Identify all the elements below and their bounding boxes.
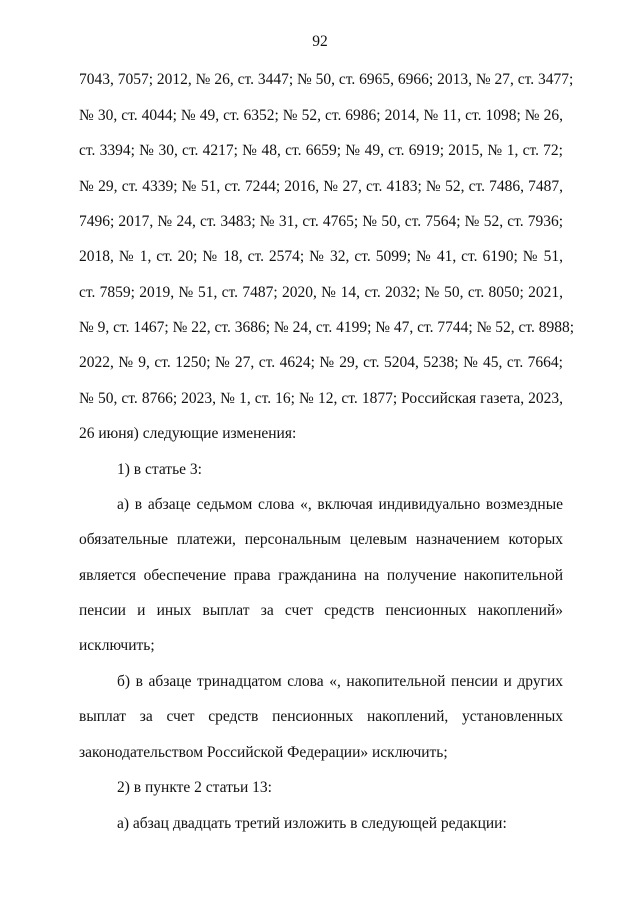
text-line: ст. 7859; 2019, № 51, ст. 7487; 2020, № 14, ст. 2032; № 50, ст. 8050; 2021, (79, 284, 563, 301)
text-line: 2022, № 9, ст. 1250; № 27, ст. 4624; № 29, ст. 5204, 5238; № 45, ст. 7664; (79, 354, 563, 371)
text-line: выплат за счет средств пенсионных накоплений, установленных (79, 708, 563, 725)
text-line: исключить; (79, 637, 155, 654)
paragraph-first-line: а) в абзаце седьмом слова «, включая индивидуально возмездные (117, 496, 563, 513)
text-line: пенсии и иных выплат за счет средств пенсионных накоплений» (79, 602, 563, 619)
paragraph-first-line: а) абзац двадцать третий изложить в следующей редакции: (117, 815, 507, 832)
page-number: 92 (312, 33, 328, 50)
text-line: 2018, № 1, ст. 20; № 18, ст. 2574; № 32, ст. 5099; № 41, ст. 6190; № 51, (79, 248, 563, 265)
text-line: 7496; 2017, № 24, ст. 3483; № 31, ст. 4765; № 50, ст. 7564; № 52, ст. 7936; (79, 213, 563, 230)
text-line: № 9, ст. 1467; № 22, ст. 3686; № 24, ст. 4199; № 47, ст. 7744; № 52, ст. 8988; (79, 319, 575, 336)
text-line: № 30, ст. 4044; № 49, ст. 6352; № 52, ст. 6986; 2014, № 11, ст. 1098; № 26, (79, 107, 563, 124)
list-item-heading: 2) в пункте 2 статьи 13: (117, 779, 272, 796)
text-line: 7043, 7057; 2012, № 26, ст. 3447; № 50, ст. 6965, 6966; 2013, № 27, ст. 3477; (79, 71, 574, 88)
paragraph-first-line: б) в абзаце тринадцатом слова «, накопительной пенсии и других (117, 673, 563, 690)
text-line: законодательством Российской Федерации» исключить; (79, 744, 448, 761)
text-line: обязательные платежи, персональным целевым назначением которых (79, 531, 563, 548)
text-line: 26 июня) следующие изменения: (79, 425, 297, 442)
list-item-heading: 1) в статье 3: (117, 461, 202, 478)
text-line: № 29, ст. 4339; № 51, ст. 7244; 2016, № 27, ст. 4183; № 52, ст. 7486, 7487, (79, 178, 563, 195)
text-line: ст. 3394; № 30, ст. 4217; № 48, ст. 6659; № 49, ст. 6919; 2015, № 1, ст. 72; (79, 142, 563, 159)
text-line: № 50, ст. 8766; 2023, № 1, ст. 16; № 12, ст. 1877; Российская газета, 2023, (79, 390, 563, 407)
text-line: является обеспечение права гражданина на получение накопительной (79, 567, 563, 584)
